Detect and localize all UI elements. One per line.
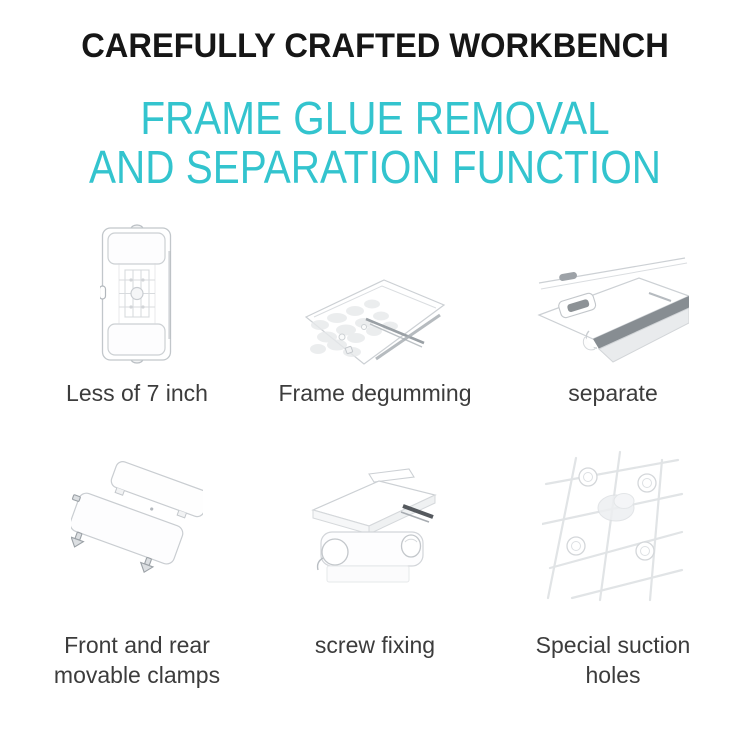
feature-label: Special suction holes	[535, 632, 691, 689]
feature-item-degumming	[260, 213, 490, 408]
feature-item-separate	[498, 213, 728, 408]
feature-label: Frame degumming	[278, 380, 472, 406]
screen-separate-icon	[498, 213, 728, 365]
feature-row-top	[22, 213, 728, 408]
page-subtitle	[45, 94, 705, 192]
feature-item-screw	[260, 448, 490, 691]
page-title: CAREFULLY CRAFTED WORKBENCH	[81, 27, 669, 65]
subtitle-line-2: AND SEPARATION FUNCTION	[89, 140, 661, 193]
movable-clamps-icon	[22, 448, 252, 604]
feature-label: separate	[568, 380, 658, 406]
feature-row-bottom	[22, 448, 728, 691]
feature-label: Less of 7 inch	[66, 380, 208, 406]
feature-item-size	[22, 213, 252, 408]
workbench-top-view-icon	[22, 213, 252, 365]
feature-item-clamps	[22, 448, 252, 691]
feature-label: screw fixing	[314, 632, 436, 658]
feature-label: Front and rear movable clamps	[53, 632, 221, 689]
suction-holes-icon	[498, 448, 728, 604]
feature-item-suction	[498, 448, 728, 691]
frame-degumming-icon	[260, 213, 490, 365]
screw-fixing-icon	[260, 448, 490, 604]
subtitle-line-1: FRAME GLUE REMOVAL	[140, 92, 610, 144]
